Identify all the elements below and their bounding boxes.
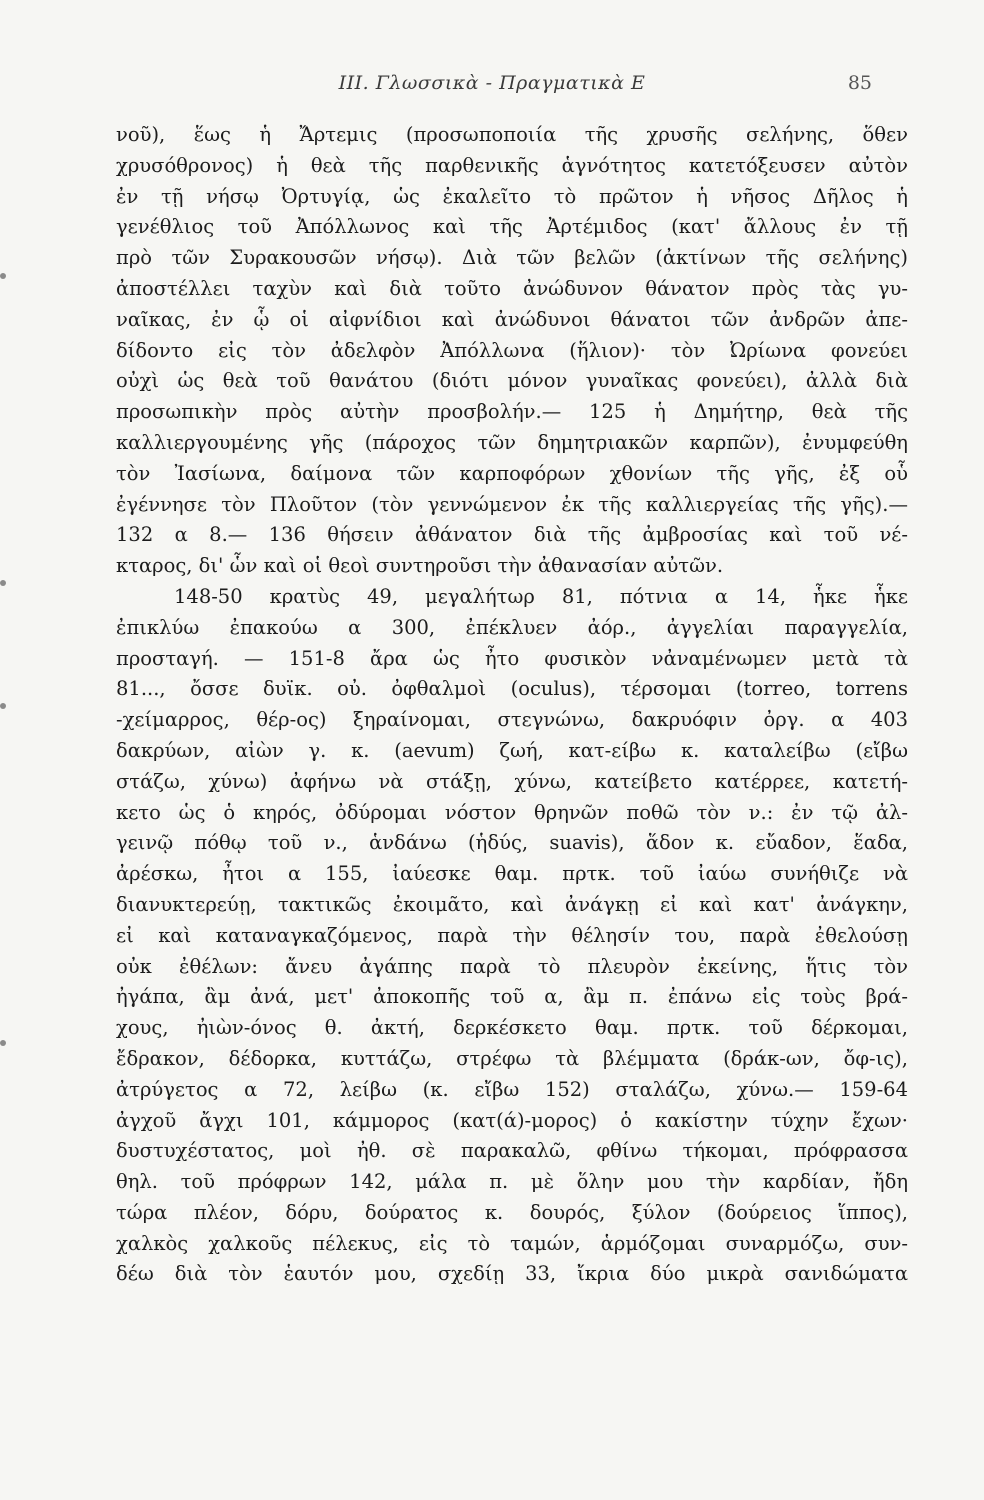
text-line: καλλιεργουμένης γῆς (πάροχος τῶν δημητριακῶν καρπῶν), ἐνυμφεύθη	[116, 430, 908, 454]
text-line: ἀγχοῦ ἄγχι 101, κάμμορος (κατ(ά)-μορος) ὁ κακίστην τύχην ἔχων·	[116, 1108, 908, 1132]
text-line: χαλκὸς χαλκοῦς πέλεκυς, εἰς τὸ ταμών, ἁρμόζομαι συναρμόζω, συν-	[116, 1231, 908, 1255]
text-line: στάζω, χύνω) ἀφήνω νὰ στάξῃ, χύνω, κατείβετο κατέρρεε, κατετή-	[116, 769, 908, 793]
text-line: δακρύων, αἰὼν γ. κ. (aevum) ζωή, κατ-είβω κ. καταλείβω (εἴβω	[116, 738, 908, 762]
running-head: III. Γλωσσικὰ - Πραγματικὰ Ε	[338, 72, 646, 94]
margin-mark	[0, 703, 6, 709]
text-line: κταρος, δι' ὧν καὶ οἱ θεοὶ συντηροῦσι τὴν ἀθανασίαν αὐτῶν.	[116, 554, 724, 578]
text-line: δέω διὰ τὸν ἑαυτόν μου, σχεδίῃ 33, ἴκρια δύο μικρὰ σανιδώματα	[116, 1262, 908, 1286]
text-line: τώρα πλέον, δόρυ, δούρατος κ. δουρός, ξύλον (δούρειος ἵππος),	[116, 1200, 908, 1224]
page-header	[0, 72, 984, 102]
text-line: προσωπικὴν πρὸς αὐτὴν προσβολήν.— 125 ἡ Δημήτηρ, θεὰ τῆς	[116, 400, 908, 424]
text-line: -χείμαρρος, θέρ-ος) ξηραίνομαι, στεγνώνω, δακρυόφιν ὀργ. α 403	[116, 708, 908, 732]
text-line: χους, ἠιὼν-όνος θ. ἀκτή, δερκέσκετο θαμ. πρτκ. τοῦ δέρκομαι,	[116, 1016, 908, 1040]
margin-mark	[0, 273, 6, 279]
text-line: ἀρέσκω, ἦτοι α 155, ἰαύεσκε θαμ. πρτκ. τοῦ ἰαύω συνήθιζε νὰ	[116, 862, 908, 886]
text-line: ἀτρύγετος α 72, λείβω (κ. εἴβω 152) σταλάζω, χύνω.— 159-64	[116, 1077, 908, 1101]
text-line: χρυσόθρονος) ἡ θεὰ τῆς παρθενικῆς ἁγνότητος κατετόξευσεν αὐτὸν	[116, 153, 908, 177]
text-line: θηλ. τοῦ πρόφρων 142, μάλα π. μὲ ὅλην μου τὴν καρδίαν, ἤδη	[116, 1170, 908, 1194]
body-text	[116, 120, 908, 1290]
text-line: ἠγάπα, ἂμ ἀνά, μετ' ἀποκοπῆς τοῦ α, ἂμ π. ἐπάνω εἰς τοὺς βρά-	[116, 985, 908, 1009]
text-line: κετο ὡς ὁ κηρός, ὀδύρομαι νόστον θρηνῶν ποθῶ τὸν ν.: ἐν τῷ ἀλ-	[116, 800, 908, 824]
text-line: 81..., ὄσσε δυϊκ. οὐ. ὀφθαλμοὶ (oculus), τέρσομαι (torreo, torrens	[116, 677, 908, 701]
text-line: ἔδρακον, δέδορκα, κυττάζω, στρέφω τὰ βλέμματα (δράκ-ων, ὄφ-ις),	[116, 1046, 908, 1070]
text-line: γεινῷ πόθῳ τοῦ ν., ἁνδάνω (ἡδύς, suavis), ἅδον κ. εὔαδον, ἕαδα,	[116, 831, 908, 855]
margin-mark	[0, 1040, 6, 1046]
text-line: ἐν τῇ νήσῳ Ὀρτυγίᾳ, ὡς ἐκαλεῖτο τὸ πρῶτον ἡ νῆσος Δῆλος ἡ	[116, 184, 908, 208]
text-line: οὐκ ἐθέλων: ἄνευ ἀγάπης παρὰ τὸ πλευρὸν ἐκείνης, ἥτις τὸν	[116, 954, 908, 978]
text-line: ἀποστέλλει ταχὺν καὶ διὰ τοῦτο ἀνώδυνον θάνατον πρὸς τὰς γυ-	[116, 276, 908, 300]
text-line: 148-50 κρατὺς 49, μεγαλήτωρ 81, πότνια α 14, ἧκε ἧκε	[174, 584, 908, 608]
text-line: ἐγέννησε τὸν Πλοῦτον (τὸν γεννώμενον ἐκ τῆς καλλιεργείας τῆς γῆς).—	[116, 492, 908, 516]
text-line: προσταγή. — 151-8 ἄρα ὡς ἦτο φυσικὸν νἀναμένωμεν μετὰ τὰ	[116, 646, 908, 670]
margin-mark	[0, 580, 6, 586]
text-line: δίδοντο εἰς τὸν ἀδελφὸν Ἀπόλλωνα (ἥλιον)· τὸν Ὠρίωνα φονεύει	[116, 338, 908, 362]
text-line: ναῖκας, ἐν ᾧ οἱ αἰφνίδιοι καὶ ἀνώδυνοι θάνατοι τῶν ἀνδρῶν ἀπε-	[116, 307, 908, 331]
text-line: διανυκτερεύῃ, τακτικῶς ἐκοιμᾶτο, καὶ ἀνάγκῃ εἰ καὶ κατ' ἀνάγκην,	[116, 892, 908, 916]
text-line: νοῦ), ἕως ἡ Ἄρτεμις (προσωποποιία τῆς χρυσῆς σελήνης, ὅθεν	[116, 123, 908, 146]
text-line: 132 α 8.— 136 θήσειν ἀθάνατον διὰ τῆς ἀμβροσίας καὶ τοῦ νέ-	[116, 523, 908, 547]
text-line: οὐχὶ ὡς θεὰ τοῦ θανάτου (διότι μόνον γυναῖκας φονεύει), ἀλλὰ διὰ	[116, 369, 908, 393]
text-line: δυστυχέστατος, μοὶ ἠθ. σὲ παρακαλῶ, φθίνω τήκομαι, πρόφρασσα	[116, 1139, 908, 1163]
text-line: εἰ καὶ καταναγκαζόμενος, παρὰ τὴν θέλησίν του, παρὰ ἐθελούσῃ	[116, 923, 908, 947]
page-number: 85	[847, 72, 872, 94]
text-line: γενέθλιος τοῦ Ἀπόλλωνος καὶ τῆς Ἀρτέμιδος (κατ' ἄλλους ἐν τῇ	[116, 215, 908, 239]
text-line: ἐπικλύω ἐπακούω α 300, ἐπέκλυεν ἀόρ., ἀγγελίαι παραγγελία,	[116, 615, 908, 639]
text-line: πρὸ τῶν Συρακουσῶν νήσῳ). Διὰ τῶν βελῶν (ἀκτίνων τῆς σελήνης)	[116, 246, 908, 270]
text-line: τὸν Ἰασίωνα, δαίμονα τῶν καρποφόρων χθονίων τῆς γῆς, ἐξ οὗ	[116, 461, 908, 485]
